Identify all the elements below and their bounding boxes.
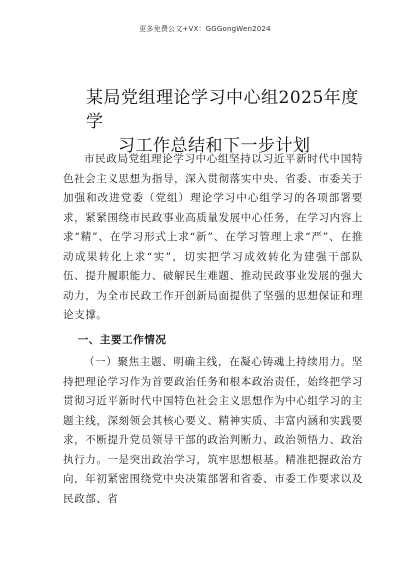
title-line-2: 习工作总结和下一步计划 xyxy=(118,136,311,156)
section-paragraph: （一）聚焦主题、明确主线，在凝心铸魂上持续用力。坚持把理论学习作为首要政治任务和根本政治责任，始终把学习贯彻习近平新时代中国特色社会主义思想作为中心组学习的主题主线，深刻领会其核心要义、精神实质、丰富内涵和实践要求，不断提升党员领导干部的政治判断力、政治领悟力、政治执行力。一是突出政治学习，筑牢思想根基。精准把握政治方向，年初紧密围绕党中央决策部署和省委、市委工作要求以及民政部、省 xyxy=(63,356,363,505)
title-line-1: 某局党组理论学习中心组2025年度学 xyxy=(86,88,359,132)
document-title xyxy=(86,86,376,158)
document-body xyxy=(63,150,363,509)
header-note: 更多免费公文+VX：GGGongWen2024 xyxy=(139,25,271,33)
intro-paragraph: 市民政局党组理论学习中心组坚持以习近平新时代中国特色社会主义思想为指导，深入贯彻落实中央、省委、市委关于加强和改进党委（党组）理论学习中心组学习的各项部署要求，紧紧围绕市民政事业高质量发展中心任务，在学习内容上求“精”、在学习形式上求“新”、在学习管理上求“严”、在推动成果转化上求“实”，切实把学习成效转化为建强干部队伍、提升履职能力、破解民生难题、推动民政事业发展的强大动力，为全市民政工作开创新局面提供了坚强的思想保证和理论支撑。 xyxy=(63,153,363,321)
section-heading: 一、主要工作情况 xyxy=(77,333,167,346)
